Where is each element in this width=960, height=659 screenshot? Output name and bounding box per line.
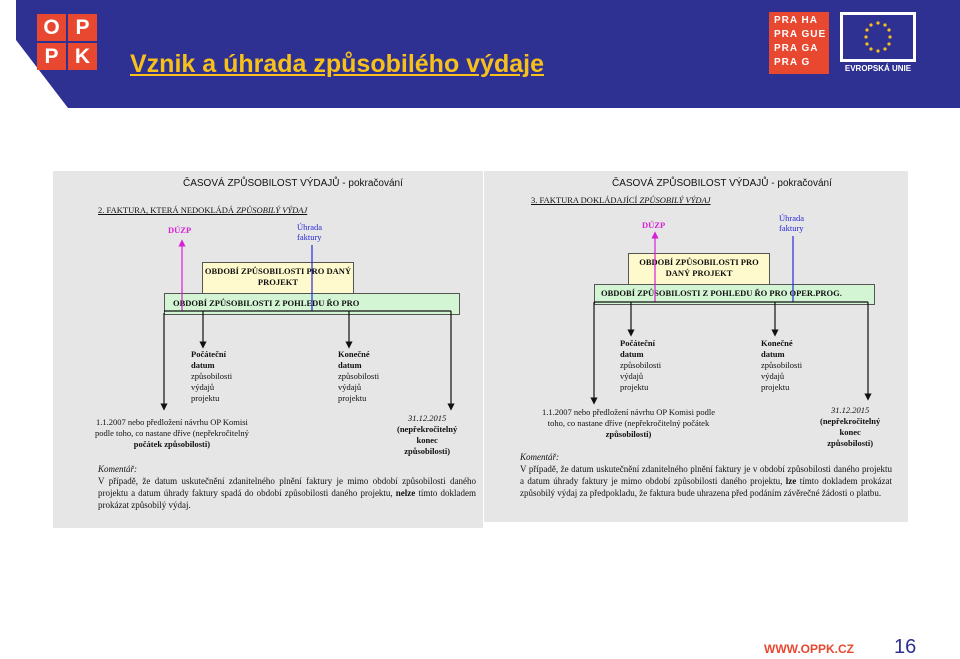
op-period-box: OBDOBÍ ZPŮSOBILOSTI Z POHLEDU ŘO PRO [164, 293, 460, 315]
start-date-label [191, 349, 232, 404]
comment-text: V případě, že datum uskutečnění zdanitelného plnění faktury je mimo období způsobilosti daného projektu a datum úhrady faktury spadá do období způsobilosti daného projektu, [98, 476, 476, 498]
page-number: 16 [894, 636, 917, 658]
logo-letter-p1: P [68, 14, 97, 41]
op-period-box: OBDOBÍ ZPŮSOBILOSTI Z POHLEDU ŘO PRO OPER.PROG. [594, 284, 875, 305]
end-date-label [761, 338, 802, 393]
right-diagram-panel [484, 171, 908, 522]
uhrada-line: Úhrada [297, 222, 323, 232]
uhrada-line: faktury [297, 232, 322, 242]
eu-logo [840, 12, 916, 74]
start-desc-line: projektu [191, 393, 220, 403]
project-period-box: OBDOBÍ ZPŮSOBILOSTI PRO DANÝ PROJEKT [628, 253, 770, 286]
uhrada-line: Úhrada [779, 213, 805, 223]
end-label-line: Konečné [761, 338, 793, 348]
end-boundary-note [397, 413, 457, 457]
note-line: počátek způsobilosti) [133, 439, 211, 449]
end-desc-line: výdajů [761, 371, 785, 381]
duzp-label: DÚZP [168, 225, 192, 235]
end-label-line: datum [761, 349, 785, 359]
oppk-logo [37, 14, 99, 72]
panel-title: ČASOVÁ ZPŮSOBILOST VÝDAJŮ - pokračování [612, 178, 832, 189]
logo-letter-k: K [68, 43, 97, 70]
logo-letter-p2: P [37, 43, 66, 70]
panel-subtitle-prefix: 3. FAKTURA DOKLÁDAJÍCÍ [531, 195, 640, 205]
end-desc-line: projektu [338, 393, 367, 403]
page-title: Vznik a úhrada způsobilého výdaje [130, 50, 544, 78]
panel-subtitle-prefix: 2. FAKTURA, KTERÁ NEDOKLÁDÁ [98, 205, 237, 215]
start-label-line: Počáteční [620, 338, 655, 348]
panel-subtitle-emphasis: ZPŮSOBILÝ VÝDAJ [639, 195, 711, 205]
duzp-label: DÚZP [642, 220, 666, 230]
end-desc-line: projektu [761, 382, 790, 392]
start-desc-line: výdajů [191, 382, 215, 392]
end-date-value: 31.12.2015 [408, 413, 447, 423]
start-date-label [620, 338, 661, 393]
uhrada-line: faktury [779, 223, 804, 233]
note-line: (nepřekročitelný [820, 416, 881, 426]
comment-block [520, 451, 892, 499]
note-line: (nepřekročitelný [397, 424, 458, 434]
start-label-line: datum [191, 360, 215, 370]
note-line: konec [416, 435, 438, 445]
start-desc-line: projektu [620, 382, 649, 392]
project-period-box: OBDOBÍ ZPŮSOBILOSTI PRO DANÝ PROJEKT [202, 262, 354, 297]
end-date-label [338, 349, 379, 404]
footer-website-link[interactable]: WWW.OPPK.CZ [764, 642, 854, 656]
praha-logo-row: PRA GA [774, 43, 819, 54]
start-desc-line: způsobilosti [191, 371, 233, 381]
note-line: způsobilosti) [605, 429, 652, 439]
praha-logo-row: PRA GUE [774, 29, 827, 40]
comment-text: V případě, že datum uskutečnění zdanitelného plnění faktury je v období způsobilosti daného projektu a datum úhrady faktury je mimo období způsobilosti daného projektu, [520, 464, 892, 486]
eu-flag-icon [840, 12, 916, 62]
panel-title: ČASOVÁ ZPŮSOBILOST VÝDAJŮ - pokračování [183, 178, 403, 189]
comment-text: tímto dokladem prokázat způsobilý výdaj. [98, 488, 476, 510]
note-line: způsobilosti) [404, 446, 451, 456]
end-label-line: Konečné [338, 349, 370, 359]
praha-logo-row: PRA G [774, 57, 811, 68]
end-boundary-note [820, 405, 880, 449]
logo-letter-o: O [37, 14, 66, 41]
comment-keyword: lze [785, 476, 797, 486]
end-desc-line: způsobilosti [338, 371, 380, 381]
comment-title: Komentář: [98, 464, 137, 474]
end-date-value: 31.12.2015 [831, 405, 870, 415]
start-boundary-note [542, 407, 715, 440]
start-desc-line: způsobilosti [620, 360, 662, 370]
end-desc-line: výdajů [338, 382, 362, 392]
note-line: způsobilosti) [827, 438, 874, 448]
comment-keyword: nelze [395, 488, 416, 498]
note-line: 1.1.2007 nebo předložení návrhu OP Komisi podle [542, 407, 715, 417]
end-desc-line: způsobilosti [761, 360, 803, 370]
praha-logo-row: PRA HA [774, 15, 818, 26]
start-label-line: datum [620, 349, 644, 359]
praha-logo [769, 12, 829, 74]
note-line: toho, co nastane dříve (nepřekročitelný počátek [547, 418, 710, 428]
note-line: 1.1.2007 nebo předložení návrhu OP Komisi [95, 417, 248, 427]
comment-text: tímto dokladem prokázat způsobilý výdaj za předpokladu, že faktura bude uhrazena před podáním závěrečné žádosti o platbu. [520, 476, 892, 498]
start-desc-line: výdajů [620, 371, 644, 381]
note-line: konec [839, 427, 861, 437]
comment-block [98, 463, 476, 511]
header-banner [0, 0, 960, 108]
start-boundary-note [95, 417, 249, 450]
panel-subtitle-emphasis: ZPŮSOBILÝ VÝDAJ [236, 205, 308, 215]
comment-title: Komentář: [520, 452, 559, 462]
end-label-line: datum [338, 360, 362, 370]
note-line: podle toho, co nastane dříve (nepřekročitelný [95, 428, 249, 438]
eu-label: EVROPSKÁ UNIE [844, 64, 912, 73]
start-label-line: Počáteční [191, 349, 226, 359]
left-diagram-panel [53, 171, 483, 528]
